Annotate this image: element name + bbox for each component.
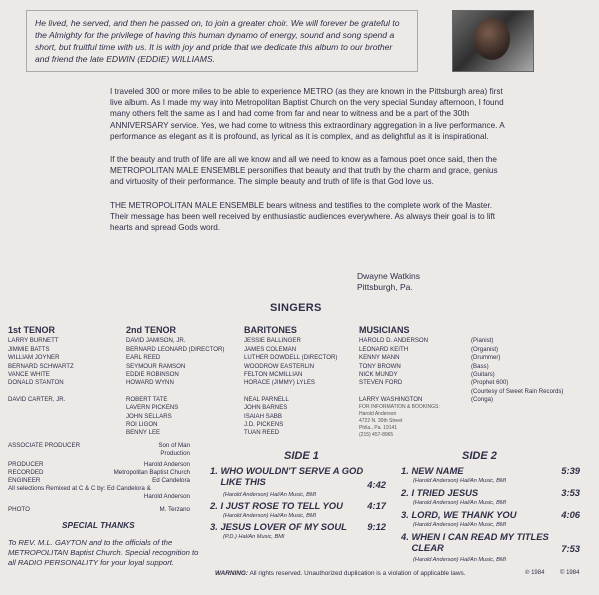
phonogram-copyright: ℗ 1984	[525, 570, 545, 576]
singer-name: WILLIAM JOYNER	[8, 354, 60, 362]
musician-row: KENNY MANN (Drummer)	[359, 354, 501, 362]
credit-row: PRODUCER Harold Anderson	[8, 461, 190, 468]
singer-name: LARRY BURNETT	[8, 337, 59, 345]
signature-place: Pittsburgh, Pa.	[357, 282, 413, 292]
publisher-credit: (Harold Anderson) Hal/An Music, BMI	[223, 513, 317, 519]
side-2-track-1: 1. NEW NAME 5:39	[401, 465, 580, 476]
singer-name: DAVID CARTER, JR.	[8, 395, 66, 403]
singer-name: BERNARD SCHWARTZ	[8, 362, 74, 370]
singer-name: ROI LIGON	[126, 421, 158, 429]
musician-row: NICK MUNDY (Guitars)	[359, 371, 495, 379]
copyright-warning: WARNING: All rights reserved. Unauthorized duplication is a violation of applicable laws.	[215, 570, 466, 577]
musicians-heading: MUSICIANS	[359, 325, 410, 335]
publisher-credit: (Harold Anderson) Hal/An Music, BMI	[413, 557, 507, 563]
baritones-column	[244, 326, 356, 438]
publisher-credit: (Harold Anderson) Hal/An Music, BMI	[413, 522, 507, 528]
singer-name: NEAL PARNELL	[244, 395, 289, 403]
side-2-heading: SIDE 2	[462, 450, 497, 462]
dedication-box: He lived, he served, and then he passed on, to join a greater choir. We will forever be grateful to the Almighty for the privilege of having this human dynamo of energy, sound and song spend a short, but fruitful time with us. It is with joy and pride that we dedicate this album to our brother and friend the late EDWIN (EDDIE) WILLIAMS.	[26, 10, 418, 72]
side-2-track-4: 4. WHEN I CAN READ MY TITLES CLEAR 7:53	[401, 531, 580, 554]
credit-row: ENGINEER Ed Candelora	[8, 477, 190, 484]
singer-name: FELTON MCMILLIAN	[244, 371, 303, 379]
credit-row: PHOTO M. Terzano	[8, 506, 190, 513]
singer-name: EARL REED	[126, 354, 161, 362]
singer-name: LUTHER DOWDELL (DIRECTOR)	[244, 354, 338, 362]
first-tenor-heading: 1st TENOR	[8, 325, 56, 335]
copyright-mark: © 1984	[560, 570, 580, 576]
side-2-track-3: 3. LORD, WE THANK YOU 4:06	[401, 509, 580, 520]
singer-name: ISAIAH SABB	[244, 412, 282, 420]
liner-paragraph-3: THE METROPOLITAN MALE ENSEMBLE bears witness and testifies to the complete work of the Master. Their message has been well received by enthusiastic audiences everywhere. As always their goal is to lift hearts and spread Gods word.	[110, 200, 496, 233]
special-thanks-text: To REV. M.L. GAYTON and to the officials of the METROPOLITAN Baptist Church. Special recognition to all RADIO PERSONALITY for your loyal support.	[8, 538, 199, 567]
musician-row: TONY BROWN (Bass)	[359, 362, 489, 370]
publisher-credit: (Harold Anderson) Hal/An Music, BMI	[223, 492, 317, 498]
second-tenor-heading: 2nd TENOR	[126, 325, 177, 335]
singer-name: JOHN SELLARS	[126, 412, 172, 420]
booking-contact: FOR INFORMATION & BOOKINGS: Harold Anderson 4722 N. 30th Street Phila., Pa. 19141 (215) 457-8965	[359, 404, 440, 438]
credit-row: Harold Anderson	[143, 493, 190, 500]
singer-name: EDDIE ROBINSON	[126, 371, 179, 379]
second-tenor-column	[126, 326, 246, 438]
credit-row: RECORDED Metropolitan Baptist Church	[8, 469, 190, 476]
credit-row: Production	[160, 450, 190, 457]
credit-row: All selections Remixed at C & C by: Ed Candelora &	[8, 485, 151, 492]
singer-name: VANCE WHITE	[8, 371, 50, 379]
singer-name: JESSIE BALLINGER	[244, 337, 301, 345]
signature-name: Dwayne Watkins	[357, 271, 420, 281]
singer-name: J.D. PICKENS	[244, 421, 284, 429]
singer-name: BERNARD LEONARD (DIRECTOR)	[126, 345, 225, 353]
side-1-track-3: 3. JESUS LOVER OF MY SOUL 9:12	[210, 521, 386, 532]
singer-name: LAVERN PICKENS	[126, 404, 179, 412]
side-1-track-1: 1. WHO WOULDN'T SERVE A GOD LIKE THIS 4:42	[210, 465, 386, 490]
musician-row: (Courtesy of Sweet Rain Records)	[471, 387, 564, 395]
credit-row: ASSOCIATE PRODUCER Son of Man	[8, 442, 190, 449]
side-2-track-2: 2. I TRIED JESUS 3:53	[401, 487, 580, 498]
publisher-credit: (Harold Anderson) Hal/An Music, BMI	[413, 478, 507, 484]
portrait-face	[474, 18, 510, 60]
memorial-photo	[452, 10, 534, 72]
publisher-credit: (Harold Anderson) Hal/An Music, BMI	[413, 500, 507, 506]
liner-paragraph-2: If the beauty and truth of life are all we know and all we need to know as a famous poet once said, then the METROPOLITAN MALE ENSEMBLE personifies that beauty and that truth by the charm and grace, genius and virtuosity of their performance. The simple beauty and truth of life is that God love us.	[110, 155, 498, 187]
liner-paragraph-1: I traveled 300 or more miles to be able to experience METRO (as they are known in the Pittsburgh area) first live album. As I made my way into Metropolitan Baptist Church on the very special Sunday afternoon, I found many others felt the same as I and had come from far and near to witness and be a part of the 30th ANNIVERSARY service. Yes, we had come to witness this extraordinary aggregation in a live performance. A performance as elegant as it is profound, as lyrical as it is complex, and as delightful as it is inspirational.	[110, 87, 505, 141]
musician-row: STEVEN FORD (Prophet 600)	[359, 379, 509, 387]
musician-row: LEONARD KEITH (Organist)	[359, 345, 499, 353]
singer-name: DAVID JAMISON, JR.	[126, 337, 186, 345]
musicians-column	[359, 326, 599, 405]
singer-name: HORACE (JIMMY) LYLES	[244, 379, 315, 387]
publisher-credit: (P.D.) Hal/An Music, BMI	[223, 534, 285, 540]
singers-heading: SINGERS	[270, 302, 322, 314]
singer-name: ROBERT TATE	[126, 395, 168, 403]
side-1-heading: SIDE 1	[284, 450, 319, 462]
singer-name: JOHN BARNES	[244, 404, 288, 412]
first-tenor-column	[8, 326, 118, 404]
musician-row: HAROLD D. ANDERSON (Pianist)	[359, 337, 494, 345]
singer-name: JIMMIE BATTS	[8, 345, 50, 353]
production-credits	[8, 442, 190, 514]
singer-name: WOODROW EASTERLIN	[244, 362, 315, 370]
singer-name: BENNY LEE	[126, 429, 161, 437]
singer-name: SEYMOUR RAMSON	[126, 362, 186, 370]
baritones-heading: BARITONES	[244, 325, 297, 335]
singer-name: JAMES COLEMAN	[244, 345, 297, 353]
singer-name: HOWARD WYNN	[126, 379, 174, 387]
singer-name: TUAN REED	[244, 429, 280, 437]
side-1-track-2: 2. I JUST ROSE TO TELL YOU 4:17	[210, 500, 386, 511]
signature	[357, 271, 420, 293]
singer-name: DONALD STANTON	[8, 379, 64, 387]
liner-notes	[110, 86, 510, 245]
special-thanks-heading: SPECIAL THANKS	[62, 520, 135, 530]
musician-row: LARRY WASHINGTON (Conga)	[359, 396, 494, 404]
